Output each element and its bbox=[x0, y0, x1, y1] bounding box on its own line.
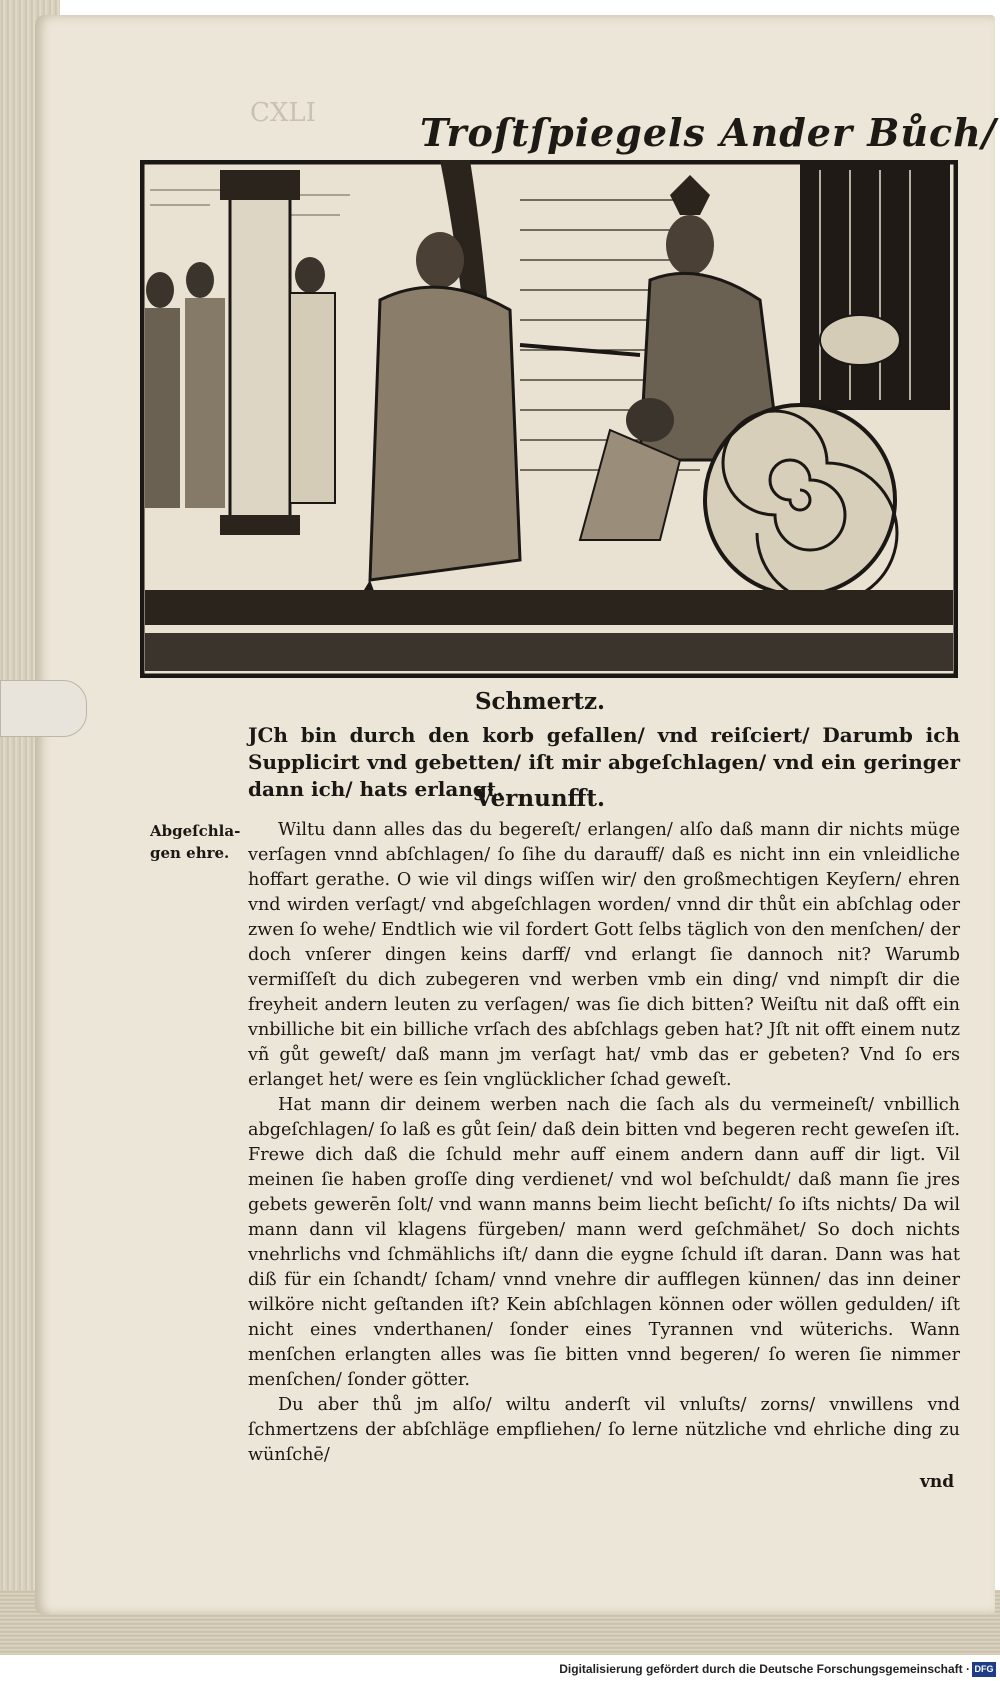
section-heading-schmertz: Schmertz. bbox=[474, 688, 606, 715]
woodcut-illustration bbox=[140, 160, 958, 678]
dfg-logo-icon: DFG bbox=[972, 1662, 996, 1677]
vernunfft-text-block bbox=[248, 818, 960, 1468]
digitization-credit: Digitalisierung gefördert durch die Deutsche Forschungsgemeinschaft · bbox=[559, 1662, 970, 1676]
body-paragraph: Wiltu dann alles das du begereſt/ erlangen/ alſo daß mann dir nichts müge verſagen vnnd abſchlagen/ ſo ſihe du darauff/ daß es nicht inn ein vnleidliche hoffart gerathe. O wie vil dings wiſſen wir/ den großmechtigen Keyſern/ ehren vnd wirden verſagt/ vnd abgeſchlagen worden/ vnnd dir thůt ein abſchlag oder zwen ſo wehe/ Endtlich wie vil fordert Gott ſelbs täglich von den menſchen/ der doch vnſerer dingen keins darff/ vnd erlangt ſie dannoch nit? Warumb vermiſſeſt du dich zubegeren vnd werben vmb ein ding/ vnd nimpſt dir die freyheit andern leuten zu verſagen/ was ſie dich bitten? Weiſtu nit daß offt ein vnbilliche bit ein billiche vrſach des abſchlags geben hat? Jſt nit offt einem nutz vñ gůt geweſt/ daß mann jm verſagt hat/ vmb das er gebeten? Vnd ſo ers erlanget het/ were es ſein vnglücklicher ſchad geweſt. bbox=[248, 820, 960, 1090]
body-paragraph: Du aber thů jm alſo/ wiltu anderſt vil vnluſts/ zorns/ vnwillens vnd ſchmertzens der abſchläge empfliehen/ ſo lerne nützliche vnd ehrliche ding zu wünſchē/ bbox=[248, 1395, 960, 1465]
section-heading-vernunfft: Vernunfft. bbox=[474, 785, 606, 812]
catchword: vnd bbox=[920, 1472, 955, 1492]
marginal-note: Abgeſchla-gen ehre. bbox=[150, 822, 241, 862]
schmertz-paragraph: JCh bin durch den korb gefallen/ vnd reiſciert/ Darumb ich Supplicirt vnd gebetten/ iſt mir abgeſchlagen/ vnd ein geringer dann ich/ hats erlangt. bbox=[248, 723, 960, 801]
folio-number-showthrough: CXLI bbox=[250, 98, 316, 128]
running-head: Troſtſpiegels Ander Bůch/ bbox=[420, 110, 997, 155]
body-paragraph: Hat mann dir deinem werben nach die ſach als du vermeineſt/ vnbillich abgeſchlagen/ ſo laß es gůt ſein/ daß dein bitten vnd begeren recht geweſen iſt. Frewe dich daß die ſchuld mehr auff einem andern dann auff dir ligt. Vil meinen ſie haben groſſe ding verdienet/ vnd wol beſchuldt/ daß mann ſie jres gebets gewerēn ſolt/ vnd wann manns beim liecht beſicht/ ſo iſts nichts/ Da wil mann dann vil klagens fürgeben/ mann werd geſchmähet/ So doch nichts vnehrlichs vnd ſchmählichs iſt/ dann die eygne ſchuld iſt daran. Dann was hat diß für ein ſchandt/ ſcham/ vnnd vnehre dir aufflegen künnen/ das inn deiner wilköre nicht geſtanden iſt? Kein abſchlagen können oder wöllen gedulden/ iſt nicht eines vnderthanen/ ſonder eines Tyrannen vnd wüterichs. Wann menſchen erlangten alles was ſie bitten vnnd begeren/ ſo weren ſie nimmer menſchen/ ſonder götter. bbox=[248, 1095, 960, 1390]
